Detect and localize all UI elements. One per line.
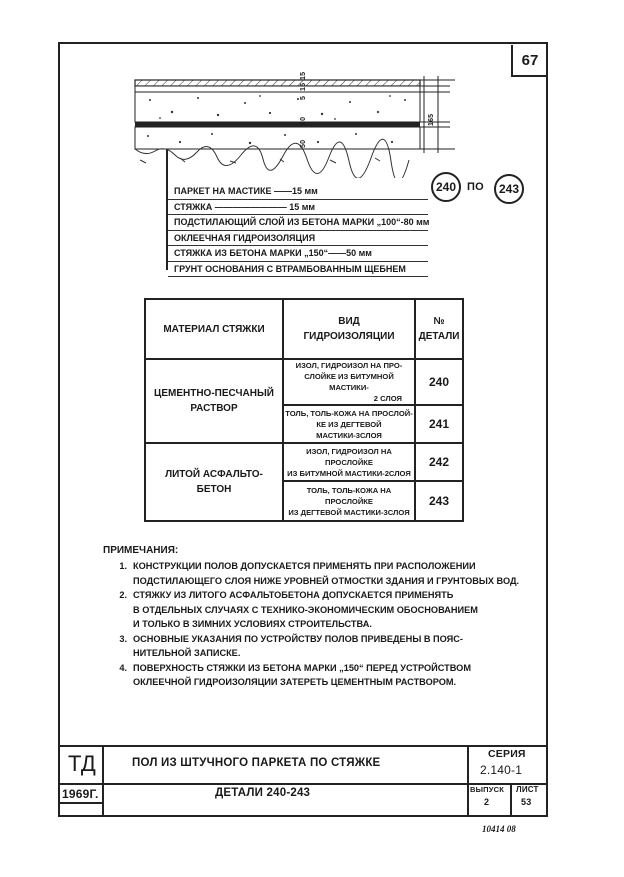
table-row	[283, 359, 415, 405]
layer-item: ПОДСТИЛАЮЩИЙ СЛОЙ ИЗ БЕТОНА МАРКИ „100“-80 мм	[168, 215, 428, 231]
note-line: КОНСТРУКЦИИ ПОЛОВ ДОПУСКАЕТСЯ ПРИМЕНЯТЬ ПРИ РАСПОЛОЖЕНИИ	[133, 561, 476, 571]
table-row	[283, 443, 415, 481]
dim-underlay: 80	[300, 116, 307, 125]
col-vid-line1: ВИД	[338, 316, 360, 327]
sheet-title: ПОЛ ИЗ ШТУЧНОГО ПАРКЕТА ПО СТЯЖКЕ	[132, 757, 381, 769]
vid-line: КЕ ИЗ ДЕГТЕВОЙ МАСТИКИ-3СЛОЯ	[316, 419, 382, 440]
table-row	[283, 481, 415, 521]
note-number: 4.	[119, 662, 127, 673]
table-row	[283, 405, 415, 443]
sheet-label: ЛИСТ	[516, 785, 539, 794]
material-line: ЛИТОЙ АСФАЛЬТО-	[165, 469, 263, 480]
vid-line: ТОЛЬ, ТОЛЬ-КОЖА НА ПРОСЛОЙКЕ	[306, 485, 392, 506]
floor-section-drawing	[120, 68, 455, 178]
vid-line: ИЗОЛ, ГИДРОИЗОЛ НА ПРО-	[295, 361, 403, 370]
vid-line: СЛОЙКЕ ИЗ БИТУМНОЙ МАСТИКИ-	[304, 372, 394, 392]
dim-total: 165	[428, 113, 435, 126]
details-table	[144, 298, 464, 522]
material-line: РАСТВОР	[190, 403, 238, 414]
detail-number: 241	[415, 405, 463, 443]
material-line: БЕТОН	[196, 484, 232, 495]
vid-line: 2 СЛОЯ	[373, 394, 402, 403]
note-item	[103, 559, 543, 588]
td-mark: ТД	[68, 751, 97, 776]
detail-number: 243	[415, 481, 463, 521]
note-line: И ТОЛЬКО В ЗИМНИХ УСЛОВИЯХ СТРОИТЕЛЬСТВА.	[133, 619, 372, 629]
vid-line: ИЗОЛ, ГИДРОИЗОЛ НА ПРОСЛОЙКЕ	[306, 446, 392, 467]
col-material-header: МАТЕРИАЛ СТЯЖКИ	[145, 299, 283, 359]
vid-line: ИЗ ДЕГТЕВОЙ МАСТИКИ-3СЛОЯ	[288, 507, 410, 517]
notes-title: ПРИМЕЧАНИЯ:	[103, 545, 179, 556]
note-item	[103, 661, 543, 690]
title-block	[60, 745, 546, 817]
layer-item: СТЯЖКА ———————— 15 мм	[168, 200, 428, 216]
col-vid-line2: ГИДРОИЗОЛЯЦИИ	[303, 331, 395, 342]
dim-waterproofing: 5	[300, 95, 307, 100]
note-line: ПОДСТИЛАЮЩЕГО СЛОЯ НИЖЕ УРОВНЕЙ ОТМОСТКИ ЗДАНИЯ И ГРУНТОВЫХ ВОД.	[133, 575, 520, 586]
vid-line: ТОЛЬ, ТОЛЬ-КОЖА НА ПРОСЛОЙ-	[285, 408, 413, 418]
col-num-line1: №	[433, 316, 445, 327]
year: 1969Г.	[62, 787, 99, 801]
col-vid-header	[283, 299, 415, 359]
layer-item: ГРУНТ ОСНОВАНИЯ С ВТРАМБОВАННЫМ ЩЕБНЕМ	[168, 262, 428, 278]
note-line: НИТЕЛЬНОЙ ЗАПИСКЕ.	[133, 648, 241, 658]
series-value: 2.140-1	[480, 763, 523, 777]
detail-number: 240	[415, 359, 463, 405]
note-number: 2.	[119, 590, 127, 600]
handwritten-number: 10414 08	[482, 824, 516, 834]
detail-to-badge: 243	[494, 174, 524, 204]
dim-screed: 15	[300, 82, 307, 91]
dim-base-screed: 50	[300, 139, 307, 148]
note-number: 1.	[119, 561, 127, 571]
layer-legend	[168, 184, 428, 277]
detail-number: 242	[415, 443, 463, 481]
note-line: В ОТДЕЛЬНЫХ СЛУЧАЯХ С ТЕХНИКО-ЭКОНОМИЧЕСКИМ ОБОСНОВАНИЕМ	[133, 604, 478, 615]
note-line: ОКЛЕЕЧНОЙ ГИДРОИЗОЛЯЦИИ ЗАТЕРЕТЬ ЦЕМЕНТНЫМ РАСТВОРОМ.	[133, 677, 457, 687]
material-asphalt	[145, 443, 283, 521]
col-num-header	[415, 299, 463, 359]
sheet-subtitle: ДЕТАЛИ 240-243	[215, 787, 311, 799]
note-item	[103, 632, 543, 661]
detail-from-badge: 240	[431, 172, 461, 202]
material-cement	[145, 359, 283, 443]
note-line: ПОВЕРХНОСТЬ СТЯЖКИ ИЗ БЕТОНА МАРКИ „150“ ПЕРЕД УСТРОЙСТВОМ	[133, 662, 471, 673]
dim-parquet: 15	[300, 71, 307, 80]
range-word: ПО	[467, 181, 484, 193]
series-label: СЕРИЯ	[488, 748, 526, 760]
note-item	[103, 588, 543, 632]
sheet-value: 53	[521, 797, 532, 807]
layer-item: ОКЛЕЕЧНАЯ ГИДРОИЗОЛЯЦИЯ	[168, 231, 428, 247]
material-line: ЦЕМЕНТНО-ПЕСЧАНЫЙ	[154, 388, 274, 399]
col-num-line2: ДЕТАЛИ	[418, 331, 460, 342]
layer-item: ПАРКЕТ НА МАСТИКЕ ——15 мм	[168, 184, 428, 200]
page-number: 67	[511, 45, 547, 77]
issue-label: ВЫПУСК	[470, 785, 505, 794]
notes-section	[103, 545, 543, 690]
issue-value: 2	[484, 797, 490, 807]
vid-line: ИЗ БИТУМНОЙ МАСТИКИ-2СЛОЯ	[287, 468, 411, 478]
note-line: ОСНОВНЫЕ УКАЗАНИЯ ПО УСТРОЙСТВУ ПОЛОВ ПРИВЕДЕНЫ В ПОЯС-	[133, 633, 463, 644]
layer-item: СТЯЖКА ИЗ БЕТОНА МАРКИ „150“——50 мм	[168, 246, 428, 262]
note-number: 3.	[119, 633, 127, 644]
note-line: СТЯЖКУ ИЗ ЛИТОГО АСФАЛЬТОБЕТОНА ДОПУСКАЕТСЯ ПРИМЕНЯТЬ	[133, 590, 454, 600]
